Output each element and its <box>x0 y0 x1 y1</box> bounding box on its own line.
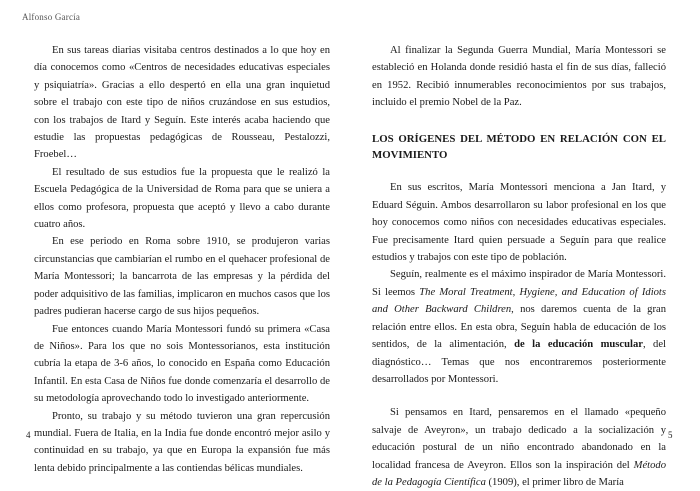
text-run: Seguín, realmente es el máximo inspirador de María Montessori. Si leemos <box>372 269 666 298</box>
page-number: 5 <box>668 430 673 440</box>
paragraph <box>372 266 666 388</box>
paragraph: En sus tareas diarias visitaba centros destinados a lo que hoy en día conocemos como «Centros de necesidades educativas especiales y psiquiatría». Gracias a ello despertó en ella una gran inquietud sobre el trabajo con este tipo de niños cruzándose en sus estudios, con los trabajos de Itard y Seguín. Este interés acaba haciendo que estudie las propuestas pedagógicas de Rousseau, Pestalozzi, Froebel… <box>34 45 330 161</box>
page-number: 4 <box>26 430 31 440</box>
paragraph: Al finalizar la Segunda Guerra Mundial, María Montessori se estableció en Holanda donde residió hasta el fin de sus días, falleció en 1952. Recibió innumerables reconocimientos por sus trabajos, incluido el premio Nobel de la Paz. <box>372 45 666 109</box>
paragraph <box>372 404 666 491</box>
text-run: , del diagnóstico… Temas que nos encontraremos posteriormente desarrollados por Montessori. <box>372 339 666 385</box>
right-page <box>350 0 700 490</box>
paragraph: Pronto, su trabajo y su método tuvieron una gran repercusión mundial. Fuera de Italia, en la India fue donde encontró mejor asilo y continuidad en su trabajo, ya que en Europa la expansión fue más lenta debido principalmente a las contiendas bélicas mundiales. <box>34 410 330 474</box>
text-run: , nos daremos cuenta de la gran relación entre ellos. En esta obra, Seguín habla de educación de los sentidos, de la alimentación, <box>372 304 666 351</box>
text-run: (1909), el primer libro de María <box>485 476 624 488</box>
book-title: Método de la Pedagogía Científica <box>372 459 666 488</box>
paragraph: En sus escritos, María Montessori menciona a Jan Itard, y Eduard Séguin. Ambos desarrollaron su labor profesional en los que hoy conocemos como niños con necesidades educativas especiales. Fue precisamente Itard quien persuade a Seguín para que realice estudios y trabajos con este tipo de población. <box>372 182 666 264</box>
section-heading: LOS ORÍGENES DEL MÉTODO EN RELACIÓN CON EL MOVIMIENTO <box>372 132 666 162</box>
text-run: Si pensamos en Itard, pensaremos en el llamado «pequeño salvaje de Aveyron», un trabajo dedicado a la socialización y educación postural de un niño encontrado abandonado en la localidad francesa de Aveyron. Ellos son la inspiración del <box>372 407 666 471</box>
paragraph: En ese periodo en Roma sobre 1910, se produjeron varias circunstancias que cambiarían el rumbo en el quehacer profesional de María Montessori; la bancarrota de las empresas y la pérdida del poder adquisitivo de las familias, implicaron en muchos casos que los padres pudieran hacerse cargo de sus hijos pequeños. <box>34 236 330 318</box>
book-title: The Moral Treatment, Hygiene, and Education of Idiots and Other Backward Children <box>372 286 666 316</box>
left-page <box>0 0 350 490</box>
paragraph: Fue entonces cuando María Montessori fundó su primera «Casa de Niños». Para los que no sois Montessorianos, esta institución cubría la etapa de 3-6 años, lo conocido en España como Educación Infantil. En esta Casa de Niños fue donde comenzaría el desarrollo de su metodología aprovechando todo lo investigado anteriormente. <box>34 323 330 405</box>
left-text-column <box>34 42 330 477</box>
paragraph: El resultado de sus estudios fue la propuesta que le realizó la Escuela Pedagógica de la Universidad de Roma para que se uniera a ellos como profesora, propuesta que aceptó y llevo a cabo durante cuatro años. <box>34 166 330 231</box>
running-head: Alfonso García <box>22 12 81 22</box>
emphasis: de la educación muscular <box>514 339 643 351</box>
right-text-column <box>372 42 666 491</box>
